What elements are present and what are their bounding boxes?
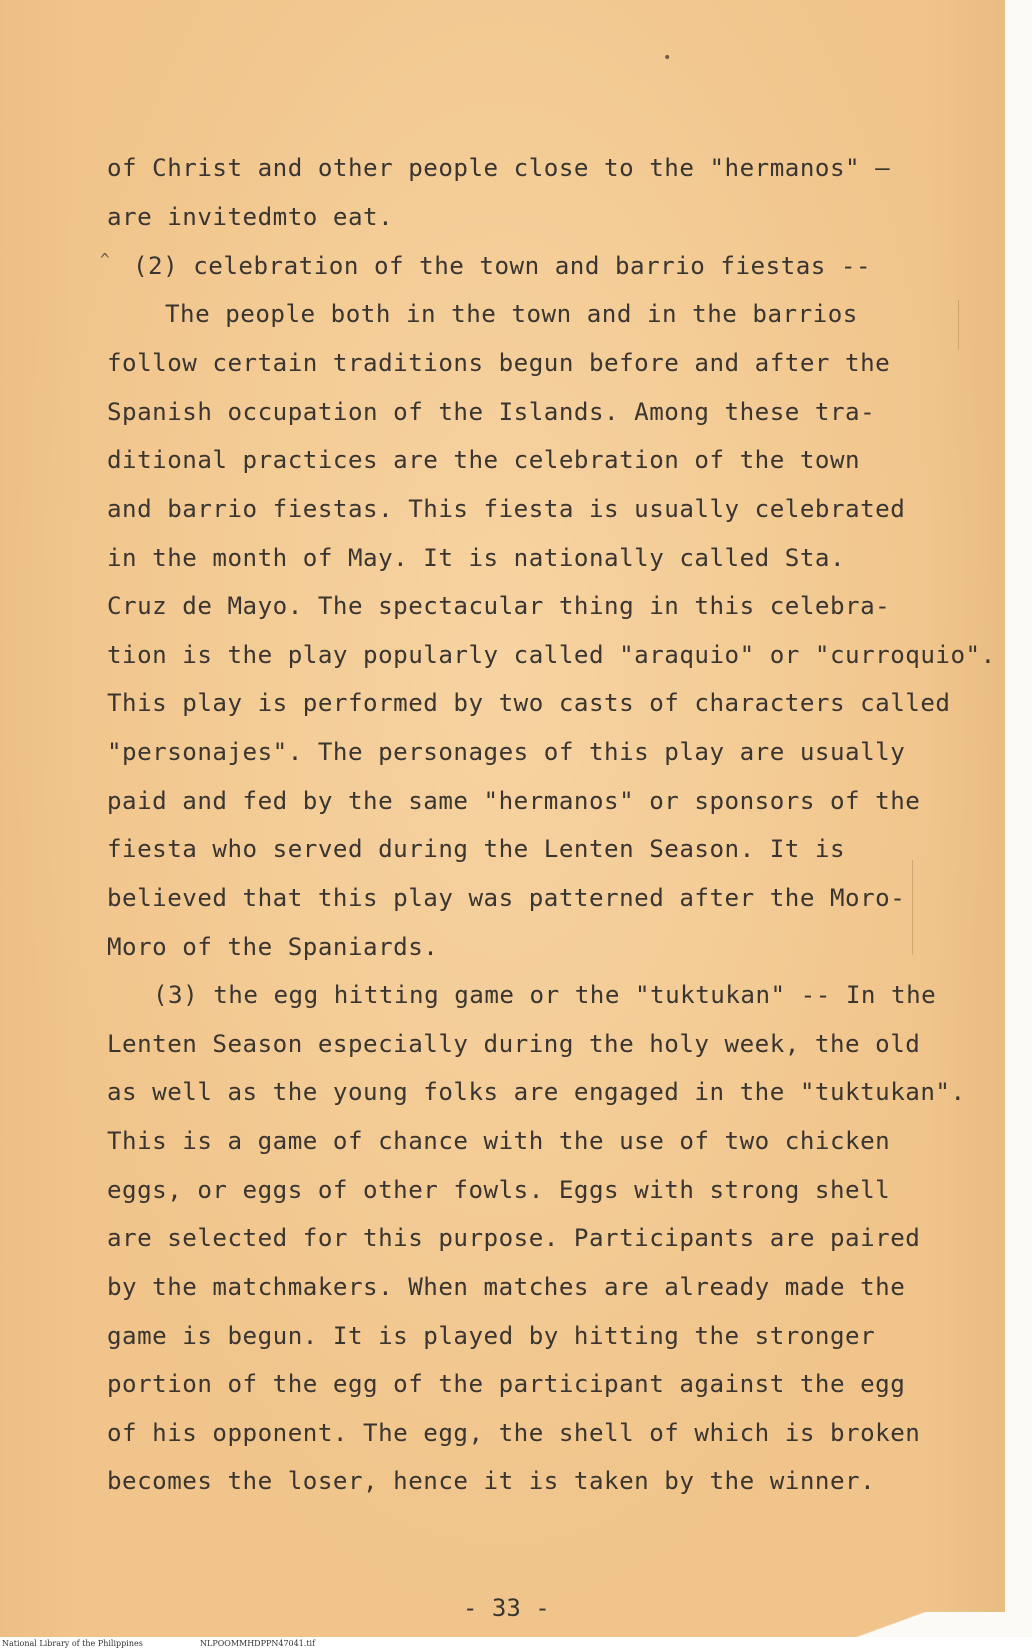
text-line: eggs, or eggs of other fowls. Eggs with strong shell xyxy=(107,1176,891,1204)
text-line: of his opponent. The egg, the shell of which is broken xyxy=(107,1419,921,1447)
text-line: (2) celebration of the town and barrio fiestas -- xyxy=(133,252,872,280)
text-line: game is begun. It is played by hitting the stronger xyxy=(107,1322,876,1350)
text-line: Cruz de Mayo. The spectacular thing in this celebra- xyxy=(107,592,891,620)
text-line: believed that this play was patterned after the Moro- xyxy=(107,884,906,912)
text-line: Moro of the Spaniards. xyxy=(107,933,439,961)
pencil-margin-line xyxy=(958,300,959,350)
text-line: of Christ and other people close to the "hermanos" — xyxy=(107,154,891,182)
text-line: "personajes". The personages of this play are usually xyxy=(107,738,906,766)
text-line: as well as the young folks are engaged in the "tuktukan". xyxy=(107,1078,966,1106)
text-line: follow certain traditions begun before and after the xyxy=(107,349,891,377)
text-line: Lenten Season especially during the holy week, the old xyxy=(107,1030,921,1058)
scan-footer xyxy=(0,1637,1032,1650)
text-line: tion is the play popularly called "araquio" or "curroquio". xyxy=(107,641,996,669)
scan-margin xyxy=(1005,0,1032,1650)
text-line: portion of the egg of the participant against the egg xyxy=(107,1370,906,1398)
text-line: ditional practices are the celebration of the town xyxy=(107,446,861,474)
pencil-margin-line xyxy=(912,860,913,955)
text-line: This is a game of chance with the use of two chicken xyxy=(107,1127,891,1155)
text-line: by the matchmakers. When matches are already made the xyxy=(107,1273,906,1301)
text-line: are invitedmto eat. xyxy=(107,203,394,231)
text-line: The people both in the town and in the barrios xyxy=(165,300,858,328)
margin-tick-mark: ^ xyxy=(100,250,110,269)
text-line: Spanish occupation of the Islands. Among these tra- xyxy=(107,398,876,426)
library-credit: National Library of the Philippines xyxy=(2,1639,143,1648)
text-line: This play is performed by two casts of characters called xyxy=(107,689,951,717)
text-line: and barrio fiestas. This fiesta is usually celebrated xyxy=(107,495,906,523)
text-line: are selected for this purpose. Participants are paired xyxy=(107,1224,921,1252)
text-line: (3) the egg hitting game or the "tuktukan" -- In the xyxy=(153,981,937,1009)
dot-mark: • xyxy=(663,50,672,66)
page-number: - 33 - xyxy=(463,1594,550,1622)
text-line: paid and fed by the same "hermanos" or sponsors of the xyxy=(107,787,921,815)
text-line: fiesta who served during the Lenten Season. It is xyxy=(107,835,846,863)
file-id: NLPOOMMHDPPN47041.tif xyxy=(200,1639,316,1648)
text-line: becomes the loser, hence it is taken by the winner. xyxy=(107,1467,876,1495)
text-line: in the month of May. It is nationally called Sta. xyxy=(107,544,846,572)
